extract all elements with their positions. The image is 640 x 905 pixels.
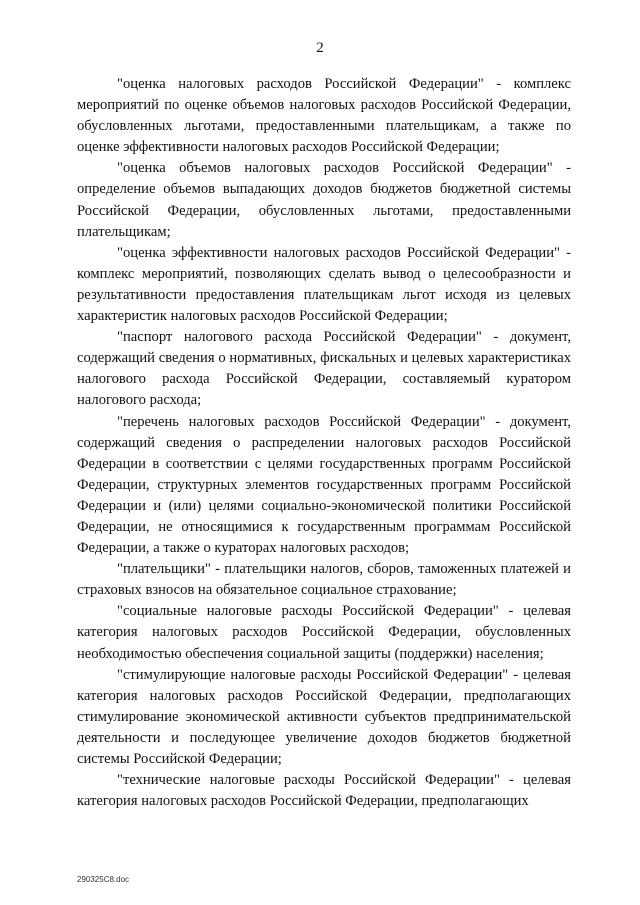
paragraph-passport: "паспорт налогового расхода Российской Федерации" - документ, содержащий сведения о нормативных, фискальных и целевых характеристиках налогового расхода Российской Федерации, составляемый куратором налогового расхода; bbox=[77, 329, 571, 409]
paragraph-volume-assessment: "оценка объемов налоговых расходов Российской Федерации" - определение объемов выпадающих доходов бюджетов бюджетной системы Российской Федерации, обусловленных льготами, предоставленными плательщикам; bbox=[77, 160, 571, 240]
paragraph-efficiency-assessment: "оценка эффективности налоговых расходов Российской Федерации" - комплекс мероприятий, позволяющих сделать вывод о целесообразности и результативности предоставления плательщикам льгот исходя из целевых характеристик налоговых расходов Российской Федерации; bbox=[77, 244, 571, 325]
paragraph-list: "перечень налоговых расходов Российской Федерации" - документ, содержащий сведения о распределении налоговых расходов Российской Федерации в соответствии с целями государственных программ Российской Федерации, структурных элементов государственных программ Российской Федерации и (или) целями социально-экономической политики Российской Федерации, не относящимися к государственным программам Российской Федерации, а также о кураторах налоговых расходов; bbox=[77, 413, 571, 557]
paragraph-stimulating-expenditures: "стимулирующие налоговые расходы Российской Федерации" - целевая категория налоговых расходов Российской Федерации, предполагающих стимулирование экономической активности субъектов предпринимательской деятельности и последующее увеличение доходов бюджетов бюджетной системы Российской Федерации; bbox=[77, 666, 571, 767]
paragraph-technical-expenditures: "технические налоговые расходы Российской Федерации" - целевая категория налоговых расходов Российской Федерации, предполагающих bbox=[77, 772, 571, 810]
paragraph-social-expenditures: "социальные налоговые расходы Российской Федерации" - целевая категория налоговых расходов Российской Федерации, обусловленных необходимостью обеспечения социальной защиты (поддержки) населения; bbox=[77, 603, 571, 662]
paragraph-payers: "плательщики" - плательщики налогов, сборов, таможенных платежей и страховых взносов на обязательное социальное страхование; bbox=[77, 561, 571, 599]
document-body bbox=[77, 74, 571, 812]
page-number: 2 bbox=[316, 40, 324, 56]
paragraph-tax-expenditure-assessment: "оценка налоговых расходов Российской Федерации" - комплекс мероприятий по оценке объемов налоговых расходов Российской Федерации, обусловленных льготами, предоставленными плательщикам, а также по оценке эффективности налоговых расходов Российской Федерации; bbox=[77, 76, 571, 156]
footer-filename: 290325C8.doc bbox=[77, 875, 130, 884]
